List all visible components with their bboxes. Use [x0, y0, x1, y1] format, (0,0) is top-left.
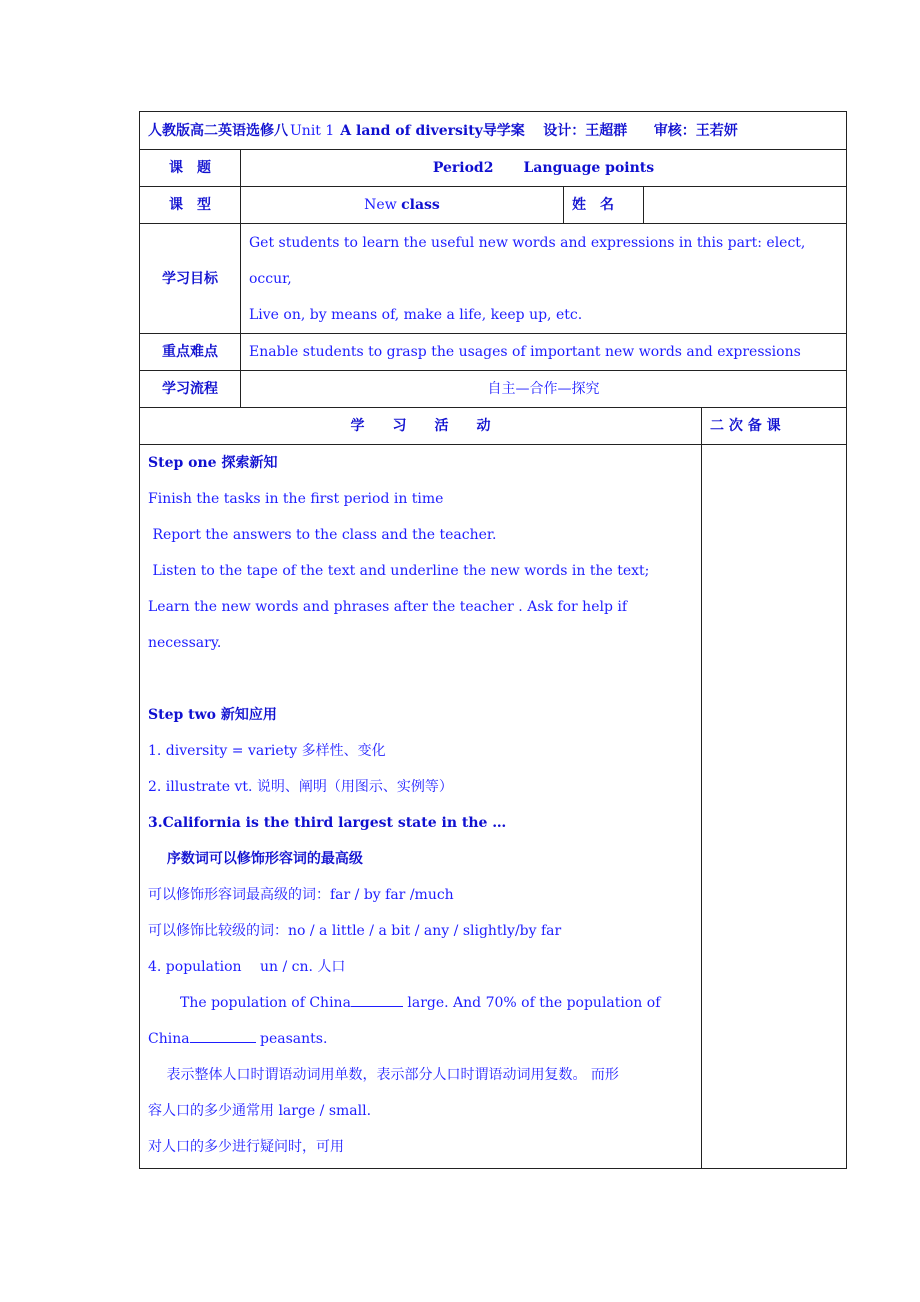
type-value [241, 187, 564, 224]
goal-line: occur, [249, 270, 292, 287]
goal-line: Live on, by means of, make a life, keep up, etc. [249, 306, 583, 323]
sentence-text: large. And 70% of the population of [407, 995, 661, 1011]
body-line: 可以修饰形容词最高级的词：far / by far /much [148, 887, 454, 903]
body-line: 序数词可以修饰形容词的最高级 [148, 851, 363, 867]
blank-1[interactable] [351, 992, 403, 1007]
goal-line: Get students to learn the useful new words and expressions in this part: elect, [249, 234, 806, 251]
prep-header: 二 次 备 课 [702, 408, 847, 445]
sentence-text: peasants. [260, 1031, 328, 1047]
period: Period2 [432, 160, 494, 176]
key-value: Enable students to grasp the usages of important new words and expressions [241, 334, 847, 371]
goal-value [241, 224, 847, 334]
subject-topic: Language points [523, 160, 655, 176]
document-title [140, 112, 847, 150]
goal-label: 学习目标 [140, 224, 241, 334]
topic: A land of diversity [340, 122, 483, 139]
body-line: necessary. [148, 635, 222, 651]
body-line: 对人口的多少进行疑问时，可用 [148, 1139, 344, 1155]
fill-blank-sentence [148, 1021, 693, 1057]
title-cn: 人教版高二英语选修八 [148, 122, 288, 139]
blank-line [148, 661, 693, 697]
body-line: Report the answers to the class and the teacher. [148, 527, 497, 543]
activity-content [140, 445, 702, 1169]
reviewer: 审核：王若妍 [653, 122, 738, 139]
body-line: 可以修饰比较级的词：no / a little / a bit / any / slightly/by far [148, 923, 562, 939]
body-line: Learn the new words and phrases after the teacher . Ask for help if [148, 599, 628, 615]
subject-value [241, 150, 847, 187]
activity-header: 学 习 活 动 [140, 408, 702, 445]
body-line: 3.California is the third largest state in the … [148, 815, 507, 831]
step-one-heading: Step one 探索新知 [148, 455, 278, 471]
process-label: 学习流程 [140, 371, 241, 408]
fill-blank-sentence [148, 985, 693, 1021]
lesson-plan-table [139, 111, 847, 1169]
key-label: 重点难点 [140, 334, 241, 371]
process-value: 自主—合作—探究 [241, 371, 847, 408]
sentence-text: China [148, 1031, 190, 1047]
body-line: 容人口的多少通常用 large / small. [148, 1103, 372, 1119]
sentence-text: The population of China [180, 995, 351, 1011]
type-label: 课 型 [140, 187, 241, 224]
body-line: Listen to the tape of the text and underline the new words in the text; [148, 563, 650, 579]
type-new: New [364, 197, 397, 213]
name-label: 姓 名 [564, 187, 644, 224]
body-line: 表示整体人口时谓语动词用单数，表示部分人口时谓语动词用复数。 而形 [148, 1067, 619, 1083]
body-line: Finish the tasks in the first period in time [148, 491, 444, 507]
header-row [140, 112, 847, 150]
body-line: 4. population un / cn. 人口 [148, 959, 346, 975]
unit: Unit 1 [290, 122, 335, 139]
subject-label: 课 题 [140, 150, 241, 187]
designer: 设计：王超群 [543, 122, 628, 139]
step-two-heading: Step two 新知应用 [148, 707, 277, 723]
body-line: 2. illustrate vt. 说明、阐明（用图示、实例等） [148, 779, 453, 795]
name-field[interactable] [644, 187, 847, 224]
blank-2[interactable] [190, 1028, 256, 1043]
prep-notes-area[interactable] [702, 445, 847, 1169]
body-line: 1. diversity = variety 多样性、变化 [148, 743, 386, 759]
type-class: class [401, 197, 440, 213]
doc-type: 导学案 [482, 122, 525, 139]
